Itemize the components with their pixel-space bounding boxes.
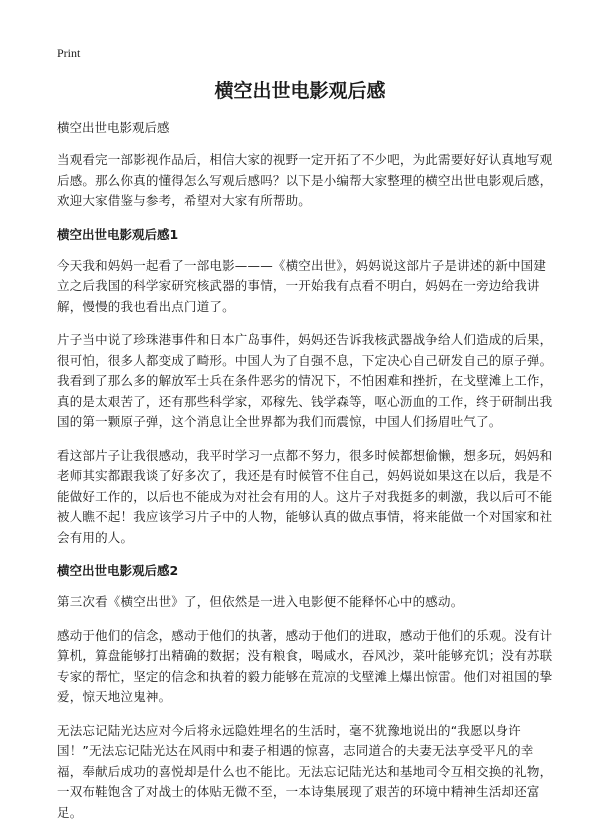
print-link[interactable]: Print: [57, 46, 81, 60]
section-heading: 横空出世电影观后感1: [57, 226, 179, 242]
article-body: [57, 118, 553, 836]
paragraph: 无法忘记陆光达应对今后将永远隐姓埋名的生活时，毫不犹豫地说出的“我愿以身许国！”无法忘记陆光达在风雨中和妻子相遇的惊喜，志同道合的夫妻无法享受平凡的幸福，奉献后成功的喜悦却是什么也不能比。无法忘记陆光达和基地司令互相交换的礼物，一双布鞋饱含了对战士的体贴无微不至，一本诗集展现了艰苦的环境中精神生活却还富足。: [57, 722, 553, 820]
paragraph: 片子当中说了珍珠港事件和日本广岛事件，妈妈还告诉我核武器战争给人们造成的后果，很可怕，很多人都变成了畸形。中国人为了自强不息，下定决心自己研发自己的原子弹。我看到了那么多的解放军士兵在条件恶劣的情况下，不怕困难和挫折，在戈壁滩上工作，真的是太艰苦了，还有那些科学家，邓稼先、钱学森等，呕心沥血的工作，终于研制出我国的第一颗原子弹，这个消息让全世界都为我们而震惊，中国人们扬眉吐气了。: [57, 332, 553, 429]
section-1: [57, 225, 553, 549]
paragraph: 感动于他们的信念，感动于他们的执著，感动于他们的进取，感动于他们的乐观。没有计算机，算盘能够打出精确的数据；没有粮食，喝咸水，吞风沙，菜叶能够充饥；没有苏联专家的帮忙，坚定的信念和执着的毅力能够在荒凉的戈壁滩上爆出惊雷。他们对祖国的挚爱，惊天地泣鬼神。: [57, 627, 553, 704]
section-heading: 横空出世电影观后感2: [57, 563, 179, 578]
paragraph: 今天我和妈妈一起看了一部电影———《横空出世》，妈妈说这部片子是讲述的新中国建立之后我国的科学家研究核武器的事情，一开始我有点看不明白，妈妈在一旁边给我讲解，慢慢的我也看出点门道了。: [57, 257, 547, 314]
article-subtitle: 横空出世电影观后感: [57, 120, 170, 135]
paragraph: 看这部片子让我很感动，我平时学习一点都不努力，很多时候都想偷懒，想多玩，妈妈和老师其实都跟我谈了好多次了，我还是有时候管不住自己，妈妈说如果这在以后，我是不能做好工作的，以后也不能成为对社会有用的人。这片子对我挺多的刺激，我以后可不能被人瞧不起！我应该学习片子中的人物，能够认真的做点事情，将来能做一个对国家和社会有用的人。: [57, 447, 553, 545]
section-2: [57, 561, 553, 823]
page-title: 横空出世电影观后感: [214, 80, 386, 102]
intro-paragraph: 当观看完一部影视作品后，相信大家的视野一定开拓了不少吧，为此需要好好认真地写观后感。那么你真的懂得怎么写观后感吗？以下是小编帮大家整理的横空出世电影观后感，欢迎大家借鉴与参考，希望对大家有所帮助。: [57, 152, 553, 208]
paragraph: 第三次看《横空出世》了，但依然是一进入电影便不能释怀心中的感动。: [57, 594, 464, 609]
